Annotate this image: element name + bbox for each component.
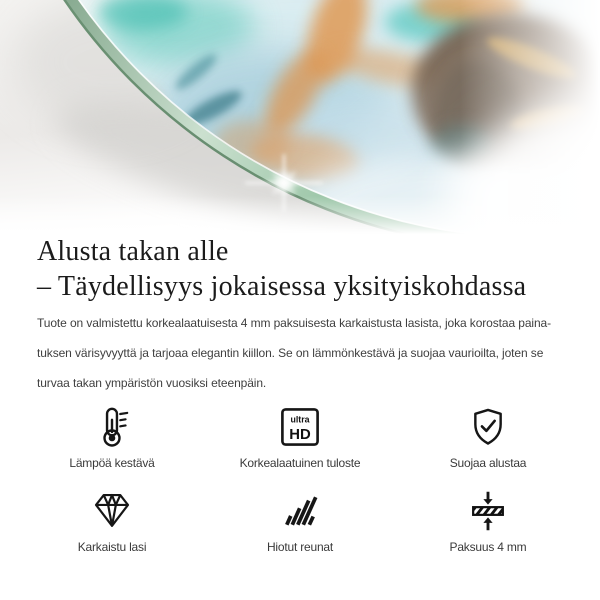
thickness-icon	[466, 487, 510, 535]
feature-label: Hiotut reunat	[266, 540, 334, 554]
feature-label: Paksuus 4 mm	[449, 540, 527, 554]
feature-label: Korkealaatuinen tuloste	[239, 456, 361, 470]
description-line-1: Tuote on valmistettu korkealaatuisesta 4 mm paksuisesta karkaistusta lasista, joka korostaa paina-	[37, 316, 552, 330]
description-line-3: turvaa takan ympäristön vuosiksi eteenpäin.	[37, 376, 267, 390]
feature-polished-edges	[206, 487, 394, 555]
svg-text:ultra: ultra	[290, 414, 310, 425]
feature-ultra-hd-print	[206, 403, 394, 471]
svg-text:HD: HD	[289, 427, 311, 444]
description-line-2: tuksen värisyvyyttä ja tarjoaa elegantin kiillon. Se on lämmönkestävä ja suojaa vaurioilta, joten se	[37, 346, 544, 360]
feature-protects-base	[394, 403, 582, 471]
feature-thickness	[394, 487, 582, 555]
photo-bottom-fade	[0, 196, 600, 234]
ultra-hd-icon	[278, 403, 322, 451]
title-line-1: Alusta takan alle	[37, 236, 229, 267]
feature-label: Suojaa alustaa	[449, 456, 527, 470]
thermometer-icon	[90, 403, 134, 451]
feature-heat-resistant	[18, 403, 206, 471]
shield-check-icon	[466, 403, 510, 451]
diamond-icon	[90, 487, 134, 535]
glass-panel-photo	[0, 0, 600, 234]
polished-edges-icon	[278, 487, 322, 535]
page-title	[37, 234, 563, 304]
product-description-text	[37, 308, 563, 398]
feature-tempered-glass	[18, 487, 206, 555]
feature-label: Karkaistu lasi	[77, 540, 147, 554]
feature-grid	[0, 403, 600, 555]
title-line-2: – Täydellisyys jokaisessa yksityiskohdassa	[37, 271, 527, 302]
feature-label: Lämpöä kestävä	[69, 456, 155, 470]
description-section	[0, 234, 600, 398]
product-image	[0, 0, 600, 234]
